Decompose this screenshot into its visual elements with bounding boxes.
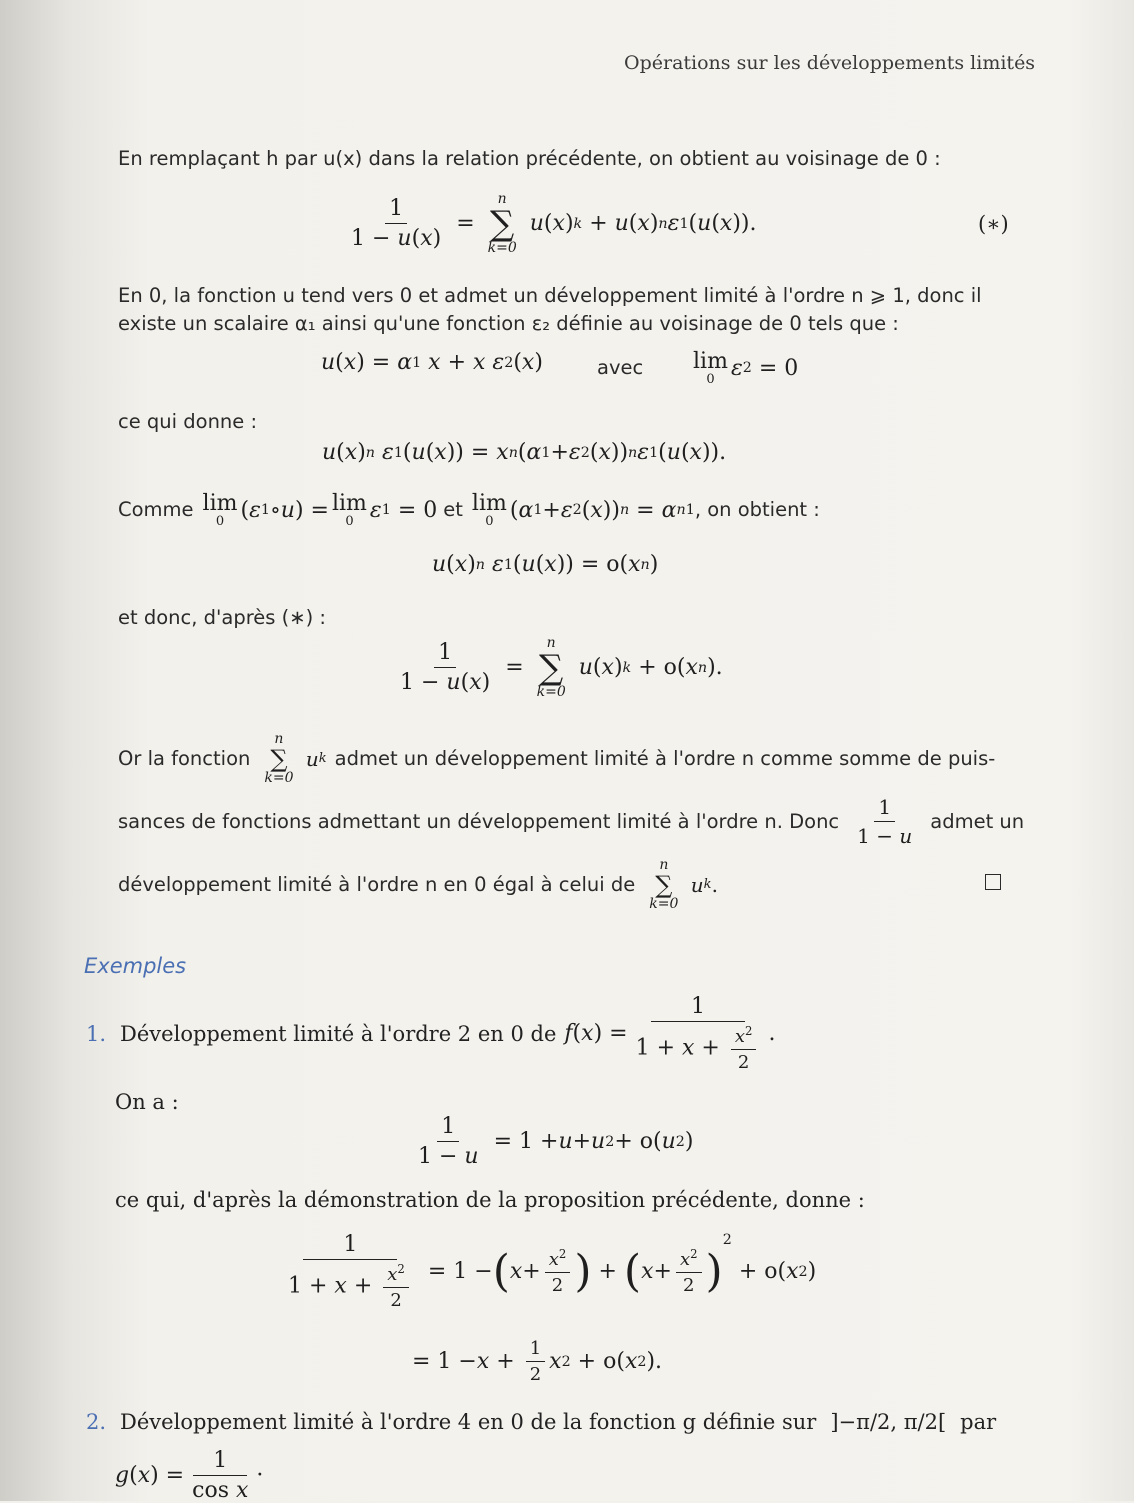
- proof-paragraph-6: Or la fonction n ∑ k=0 u k admet un développement limité à l'ordre n comme somme de puis-: [118, 731, 996, 786]
- admet-dl-text: admet un développement limité à l'ordre n comme somme de puis-: [334, 746, 996, 770]
- equation-little-o: u ( x ) n ε 1 ( u ( x )) = o( x n ): [432, 552, 659, 577]
- equation-example-1-line-2: = 1 − x + $\frac{1}{2}$ x 2 + o( x 2 ).: [412, 1338, 663, 1385]
- proof-paragraph-8: développement limité à l'ordre n en 0 égal à celui de n ∑ k=0 u k .: [118, 857, 718, 912]
- example-1-number: 1.: [86, 1021, 107, 1046]
- comme-label: Comme: [118, 498, 194, 522]
- running-header: Opérations sur les développements limités: [624, 52, 1036, 74]
- proof-paragraph-5: et donc, d'après (∗) :: [118, 606, 326, 629]
- on-obtient-label: , on obtient :: [694, 498, 820, 522]
- example-2-heading: Développement limité à l'ordre 4 en 0 de la fonction g définie sur: [120, 1410, 817, 1434]
- equation-tag: (∗): [978, 212, 1009, 236]
- equation-star: $\frac{1}{1 - u(x)}$ = n ∑ k=0 u ( x ) k + u ( x ) n ε 1 ( u ( x )).: [351, 191, 757, 256]
- proof-paragraph-2-line-2: existe un scalaire α₁ ainsi qu'une fonction ε₂ définie au voisinage de 0 tels que :: [118, 312, 899, 335]
- equation-geometric: $\frac{1}{1 - u}$ = 1 + u + u 2 + o( u 2 ): [418, 1114, 694, 1169]
- example-2-par: par: [960, 1410, 997, 1434]
- sances-text: sances de fonctions admettant un développement limité à l'ordre n. Donc: [118, 809, 840, 833]
- et-label: et: [443, 498, 463, 522]
- admet-un-text: admet un: [930, 809, 1025, 833]
- example-1-heading: Développement limité à l'ordre 2 en 0 de: [120, 1021, 557, 1046]
- qed-square-icon: [985, 874, 1001, 890]
- example-1-ona: On a :: [115, 1090, 179, 1114]
- equation-product: u ( x ) n ε 1 ( u ( x )) = x n ( α 1 + ε 2 ( x )) n ε 1 ( u ( x )).: [322, 440, 727, 465]
- example-2-title: [86, 1410, 996, 1434]
- proof-paragraph-2-line-1: En 0, la fonction u tend vers 0 et admet un développement limité à l'ordre n ⩾ 1, donc il: [118, 284, 982, 307]
- proof-paragraph-3: ce qui donne :: [118, 410, 258, 433]
- developpement-text: développement limité à l'ordre n en 0 égal à celui de: [118, 872, 636, 896]
- avec-label: avec: [597, 356, 644, 379]
- example-2-interval: ]−π/2, π/2[: [830, 1410, 947, 1434]
- equation-example-1-line-1: 1 1 + x + $\frac{x^2}{2}$ = 1 − ( x + $\frac{x^2}{2}$ ) + ( x + $\frac{x^2}{2}$ ) 2 + o( x 2 ): [288, 1232, 817, 1311]
- equation-example-2-g: g ( x ) = $\frac{1}{\text{cos x}}$ ·: [115, 1448, 264, 1503]
- equation-u-expansion: u ( x ) = α 1 x + x ε 2 ( x ): [321, 350, 543, 375]
- or-la-fonction-label: Or la fonction: [118, 746, 251, 770]
- example-1-title: 1. Développement limité à l'ordre 2 en 0 de f ( x ) = 1 1 + x + $\frac{x^2}{2}$ .: [86, 994, 776, 1073]
- examples-heading: Exemples: [84, 954, 187, 978]
- proof-paragraph-7: sances de fonctions admettant un développement limité à l'ordre n. Donc $\frac{1}{1 - u}$ admet un: [118, 795, 1025, 848]
- equation-lim-eps2: lim 0 ε 2 = 0: [693, 349, 799, 388]
- example-2-number: 2.: [86, 1410, 107, 1434]
- equation-final-dl: $\frac{1}{1 - u(x)}$ = n ∑ k=0 u ( x ) k + o( x n ).: [400, 635, 723, 700]
- proof-paragraph-4: Comme lim 0 ( ε 1 ∘ u ) = lim 0 ε 1 = 0 et lim 0 ( α 1 + ε 2 ( x )) n = α n 1 , on obtient :: [118, 491, 820, 530]
- proof-paragraph-1: En remplaçant h par u(x) dans la relation précédente, on obtient au voisinage de 0 :: [118, 147, 941, 170]
- example-1-text: ce qui, d'après la démonstration de la proposition précédente, donne :: [115, 1188, 865, 1212]
